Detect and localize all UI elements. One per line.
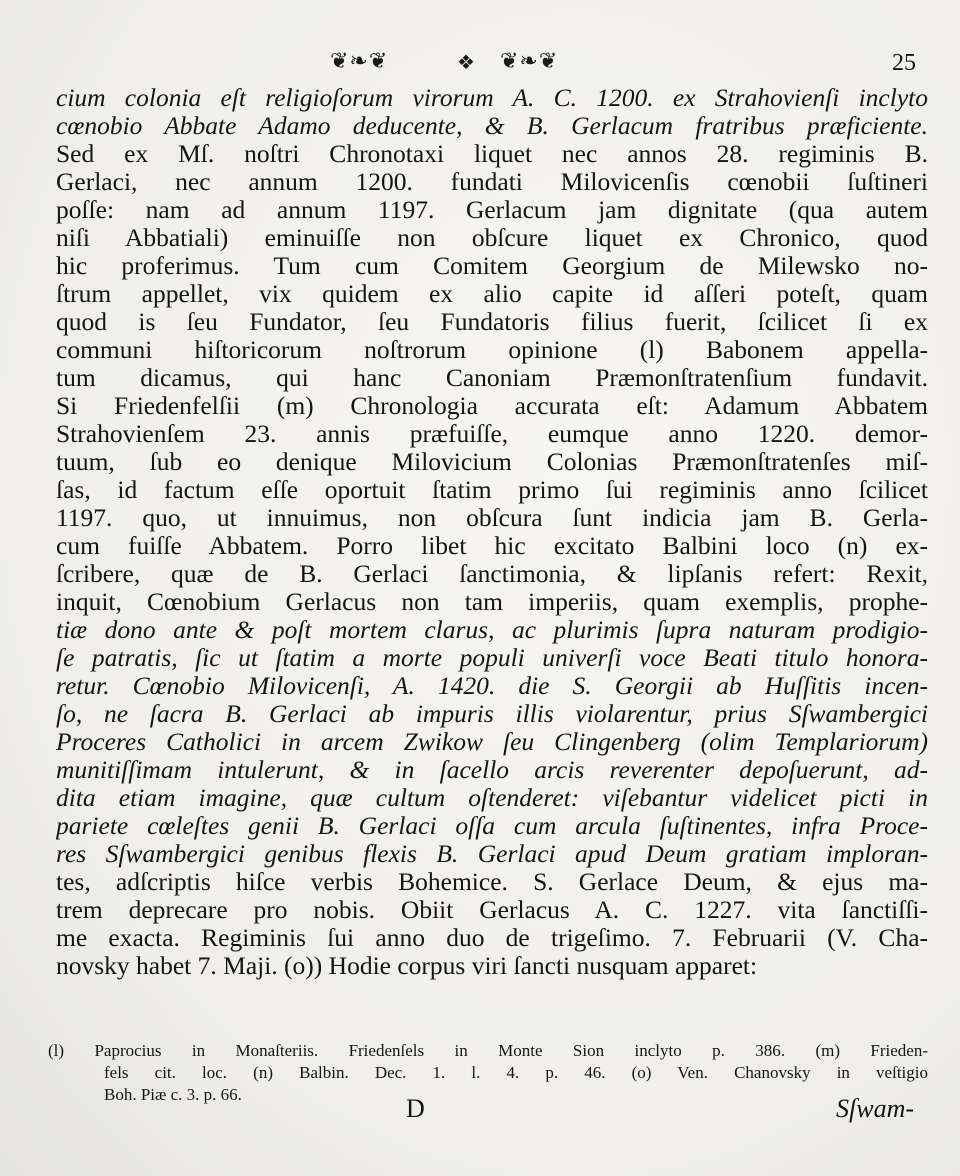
text-line: niſi Abbatiali) eminuiſſe non obſcure liquet ex Chronico, quod [56,224,928,252]
text-line: ſtrum appellet, vix quidem ex alio capite id aſſeri poteſt, quam [56,280,928,308]
text-line: cum fuiſſe Abbatem. Porro libet hic excitato Balbini loco (n) ex- [56,532,928,560]
text-line: ſo, ne ſacra B. Gerlaci ab impuris illis violarentur, prius Sſwambergici [56,700,928,728]
text-line: Si Friedenfelſii (m) Chronologia accurata eſt: Adamum Abbatem [56,392,928,420]
header-ornament-left: ❦❧❦ [330,48,389,73]
text-line: retur. Cœnobio Milovicenſi, A. 1420. die S. Georgii ab Huſſitis incen- [56,672,928,700]
text-line: quod is ſeu Fundator, ſeu Fundatoris filius fuerit, ſcilicet ſi ex [56,308,928,336]
text-line: me exacta. Regiminis ſui anno duo de trigeſimo. 7. Februarii (V. Cha- [56,924,928,952]
footnote-line: (l) Paprocius in Monaſteriis. Friedenſels in Monte Sion inclyto p. 386. (m) Frieden- [48,1041,928,1060]
text-line: res Sſwambergici genibus flexis B. Gerlaci apud Deum gratiam imploran- [56,840,928,868]
text-line: 1197. quo, ut innuimus, non obſcura ſunt indicia jam B. Gerla- [56,504,928,532]
text-line: tum dicamus, qui hanc Canoniam Præmonſtratenſium fundavit. [56,364,928,392]
text-line: novsky habet 7. Maji. (o)) Hodie corpus viri ſancti nusquam apparet: [56,952,758,980]
page-number: 25 [892,50,916,76]
text-line: inquit, Cœnobium Gerlacus non tam imperiis, quam exemplis, prophe- [56,588,928,616]
signature-mark: D [406,1094,425,1123]
text-line: hic proferimus. Tum cum Comitem Georgium de Milewsko no- [56,252,928,280]
text-line: ſcribere, quæ de B. Gerlaci ſanctimonia, & lipſanis refert: Rexit, [56,560,928,588]
text-line: tes, adſcriptis hiſce verbis Bohemice. S. Gerlace Deum, & ejus ma- [56,868,928,896]
header-ornament-right: ❦❧❦ [500,48,559,73]
text-line: trem deprecare pro nobis. Obiit Gerlacus A. C. 1227. vita ſanctiſſi- [56,896,928,924]
footnotes [48,1040,928,1106]
text-line: Proceres Catholici in arcem Zwikow ſeu Clingenberg (olim Templariorum) [56,728,928,756]
text-line: munitiſſimam intulerunt, & in ſacello arcis reverenter depoſuerunt, ad- [56,756,928,784]
text-line: ſas, id factum eſſe oportuit ſtatim primo ſui regiminis anno ſcilicet [56,476,928,504]
text-line: Sed ex Mſ. noſtri Chronotaxi liquet nec annos 28. regiminis B. [56,140,928,168]
text-line: Gerlaci, nec annum 1200. fundati Milovicenſis cœnobii ſuſtineri [56,168,928,196]
text-line: dita etiam imagine, quæ cultum oſtenderet: viſebantur videlicet picti in [56,784,928,812]
text-line: communi hiſtoricorum noſtrorum opinione (l) Babonem appella- [56,336,928,364]
header-ornament-center: ❖ [457,52,476,74]
catchword: Sſwam- [836,1094,914,1123]
text-line: ſe patratis, ſic ut ſtatim a morte populi univerſi voce Beati titulo honora- [56,644,928,672]
text-line: tuum, ſub eo denique Milovicium Colonias Præmonſtratenſes miſ- [56,448,928,476]
page-header [0,40,960,80]
footnote-line: fels cit. loc. (n) Balbin. Dec. 1. l. 4. p. 46. (o) Ven. Chanovsky in veſtigio [104,1063,928,1082]
text-line: pariete cœleſtes genii B. Gerlaci oſſa cum arcula ſuſtinentes, infra Proce- [56,812,928,840]
text-line: tiæ dono ante & poſt mortem clarus, ac plurimis ſupra naturam prodigio- [56,616,928,644]
footnote-line: Boh. Piæ c. 3. p. 66. [104,1085,242,1104]
text-line: cium colonia eſt religioſorum virorum A. C. 1200. ex Strahovienſi inclyto [56,84,928,112]
text-line: cœnobio Abbate Adamo deducente, & B. Gerlacum fratribus præficiente. [56,112,928,140]
text-line: poſſe: nam ad annum 1197. Gerlacum jam dignitate (qua autem [56,196,928,224]
text-line: Strahovienſem 23. annis præfuiſſe, eumque anno 1220. demor- [56,420,928,448]
